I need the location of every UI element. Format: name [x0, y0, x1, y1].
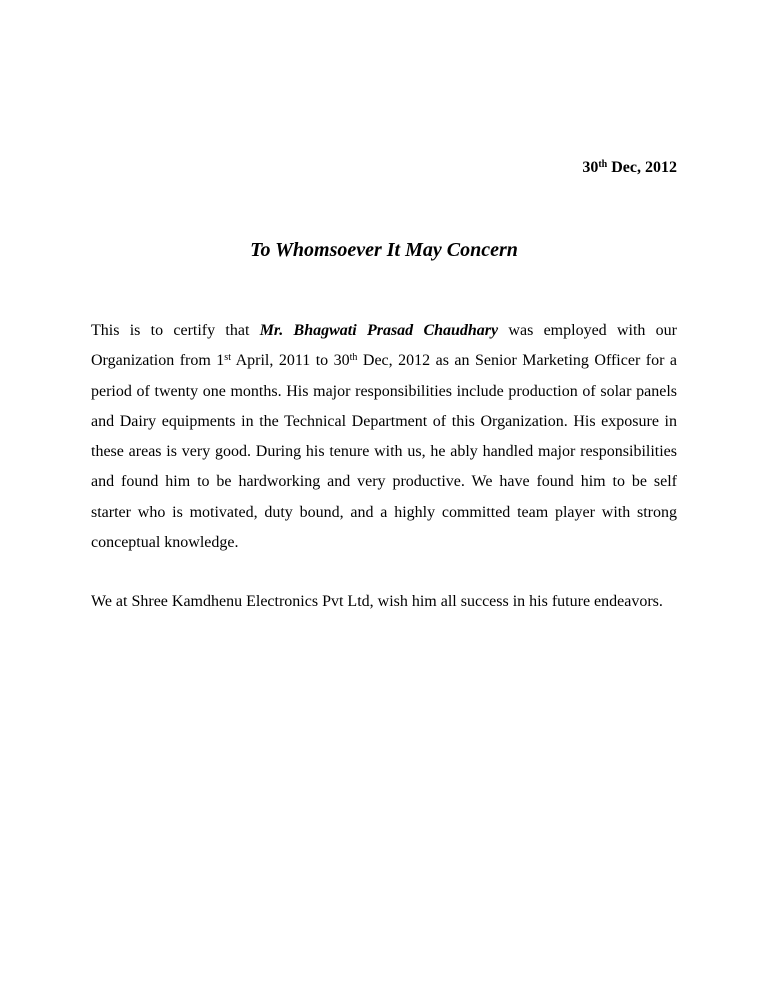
closing-paragraph: We at Shree Kamdhenu Electronics Pvt Ltd, wish him all success in his future endeavors. [91, 593, 663, 610]
letter-date [582, 156, 677, 180]
date-day: 30 [582, 159, 599, 176]
para1-part2: April, 2011 to 30 [230, 352, 350, 370]
para1-part3: Dec, 2012 as an Senior Marketing Officer for a period of twenty one months. His major responsibilities include production of solar panels and Dairy equipments in the Technical Department of this Organization. His exposure in these areas is very good. During his tenure with us, he ably handled major responsibilities and found him to be hardworking and very productive. We have found him to be self starter who is motivated, duty bound, and a highly committed team player with strong conceptual knowledge. [91, 352, 678, 552]
para1-intro: This is to certify that [91, 322, 260, 339]
date-month-year: Dec, 2012 [607, 159, 677, 176]
end-day-suffix: th [349, 351, 358, 363]
certificate-paragraph [91, 316, 677, 558]
date-day-suffix: th [598, 158, 608, 170]
employee-name: Mr. Bhagwati Prasad Chaudhary [259, 322, 499, 339]
start-day-suffix: st [224, 351, 231, 363]
letter-title: To Whomsoever It May Concern [250, 239, 518, 261]
para1-part1: was employed with our Organization from 1 [91, 322, 677, 370]
